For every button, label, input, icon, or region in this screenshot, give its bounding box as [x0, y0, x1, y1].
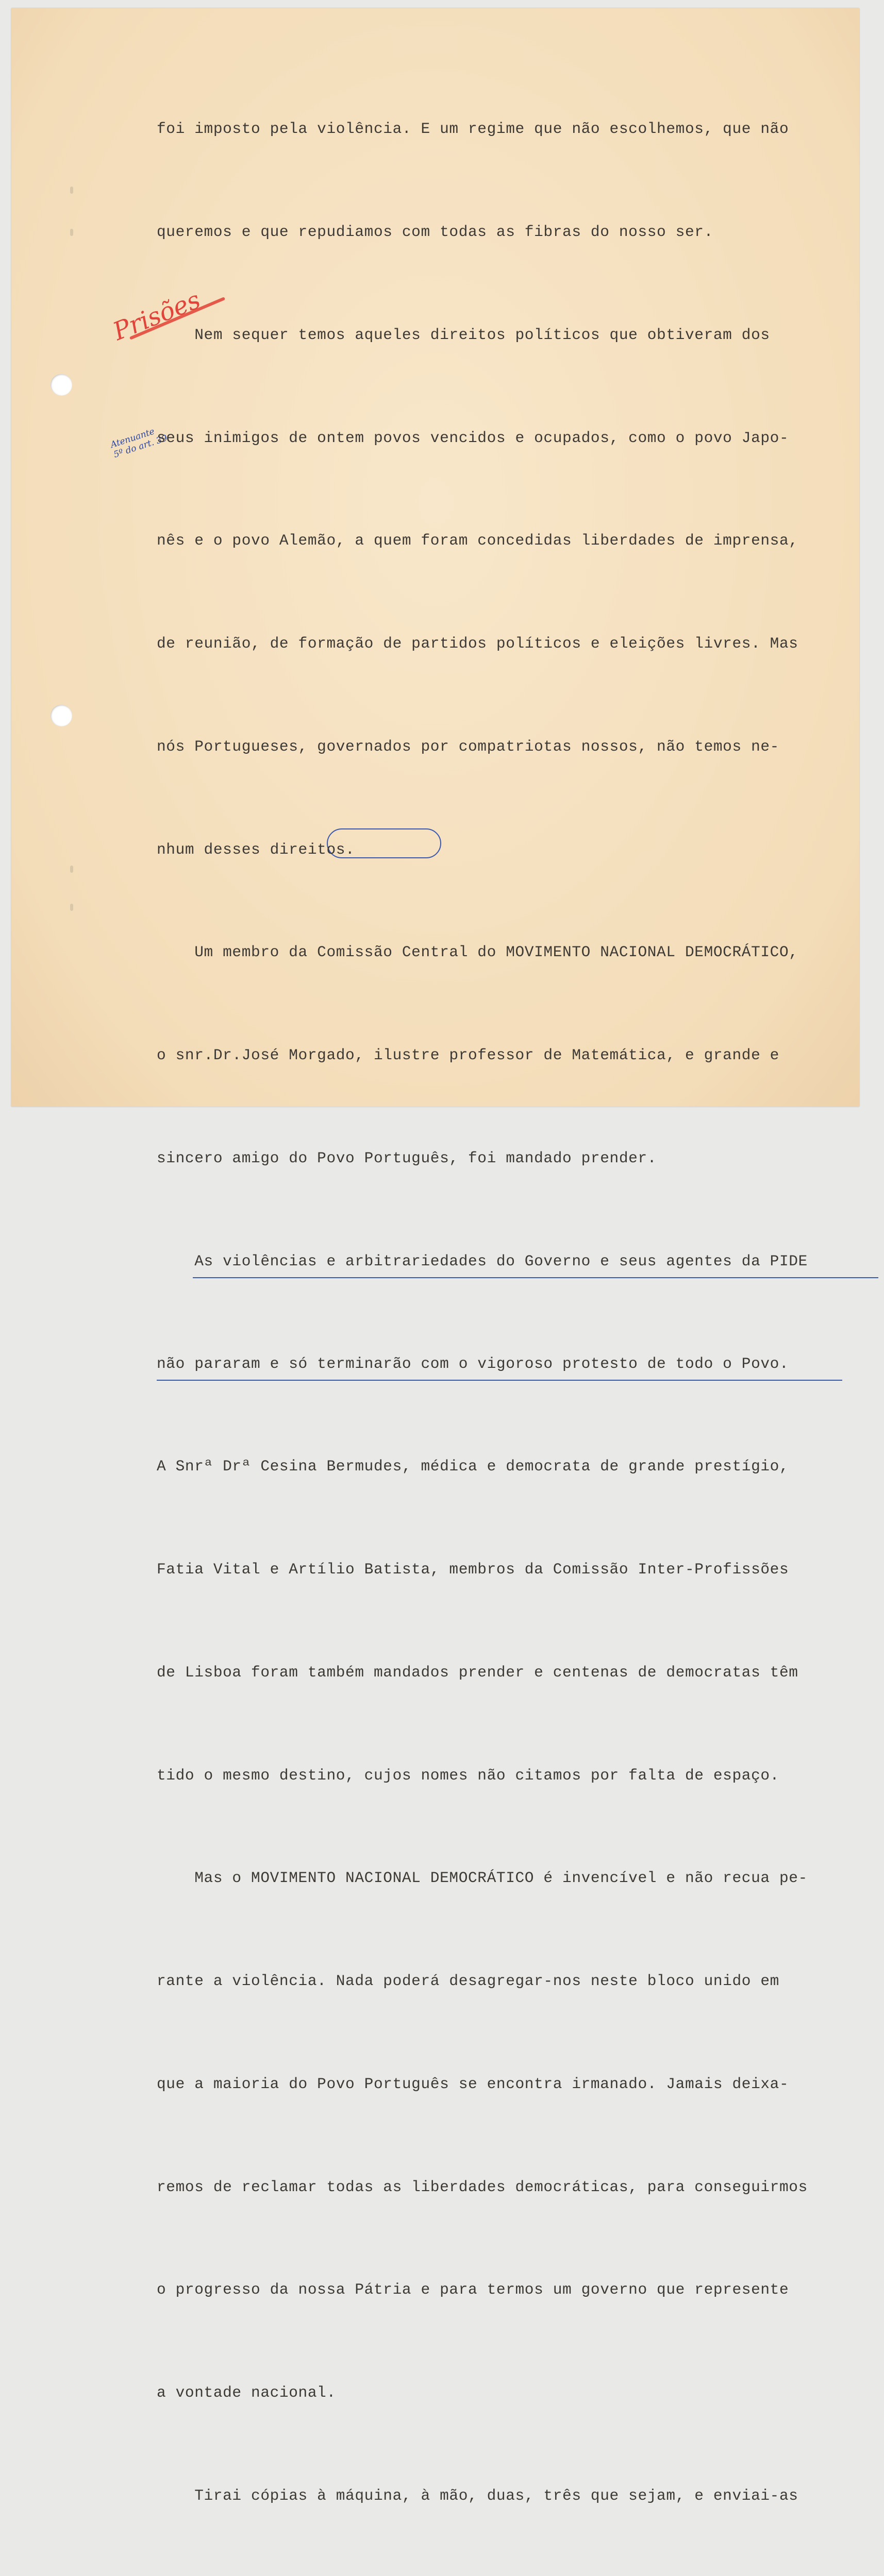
- text-line: de Lisboa foram também mandados prender e centenas de democratas têm: [157, 1663, 798, 1681]
- typed-text-body: [157, 43, 868, 2576]
- text-line: queremos e que repudiamos com todas as fibras do nosso ser.: [157, 223, 713, 241]
- text-line-underlined: não pararam e só terminarão com o vigoroso protesto de todo o Povo.: [157, 1347, 842, 1381]
- blue-margin-note: Atenuante 5º do art. 39: [109, 426, 169, 461]
- punch-hole: [51, 705, 72, 726]
- text-line: de reunião, de formação de partidos políticos e eleições livres. Mas: [157, 635, 798, 653]
- punch-hole: [51, 374, 72, 396]
- text-line: que a maioria do Povo Português se encontra irmanado. Jamais deixa-: [157, 2075, 789, 2093]
- text-line: remos de reclamar todas as liberdades democráticas, para conseguirmos: [157, 2178, 808, 2196]
- text-line-underlined: As violências e arbitrariedades do Governo e seus agentes da PIDE: [193, 1244, 878, 1278]
- text-line: nós Portugueses, governados por compatriotas nossos, não temos ne-: [157, 737, 779, 755]
- text-line: nês e o povo Alemão, a quem foram concedidas liberdades de imprensa,: [157, 532, 798, 550]
- text-line: a vontade nacional.: [157, 2384, 336, 2402]
- staple-mark: [70, 904, 73, 911]
- text-line: A Snrª Drª Cesina Bermudes, médica e democrata de grande prestígio,: [157, 1458, 789, 1476]
- text-line: Fatia Vital e Artílio Batista, membros da Comissão Inter-Profissões: [157, 1560, 789, 1578]
- text-line: Nem sequer temos aqueles direitos políticos que obtiveram dos: [157, 326, 770, 344]
- staple-mark: [70, 866, 73, 873]
- text-line: Um membro da Comissão Central do MOVIMENTO NACIONAL DEMOCRÁTICO,: [157, 943, 798, 961]
- document-page: [11, 8, 859, 2504]
- text-line: o progresso da nossa Pátria e para termos um governo que represente: [157, 2281, 789, 2299]
- text-line: Tirai cópias à máquina, à mão, duas, três que sejam, e enviai-as: [157, 2486, 798, 2504]
- text-line: foi imposto pela violência. E um regime que não escolhemos, que não: [157, 120, 789, 138]
- text-line: tido o mesmo destino, cujos nomes não citamos por falta de espaço.: [157, 1766, 779, 1784]
- red-margin-note: Prisões: [109, 285, 205, 346]
- text-line: nhum desses direitos.: [157, 840, 355, 858]
- text-line: o snr.Dr.José Morgado, ilustre professor de Matemática, e grande e: [157, 1046, 779, 1064]
- text-line: Mas o MOVIMENTO NACIONAL DEMOCRÁTICO é invencível e não recua pe-: [157, 1869, 808, 1887]
- text-line: seus inimigos de ontem povos vencidos e ocupados, como o povo Japo-: [157, 429, 789, 447]
- staple-mark: [70, 229, 73, 236]
- text-line: rante a violência. Nada poderá desagregar-nos neste bloco unido em: [157, 1972, 779, 1990]
- staple-mark: [70, 187, 73, 194]
- text-line: sincero amigo do Povo Português, foi mandado prender.: [157, 1149, 657, 1167]
